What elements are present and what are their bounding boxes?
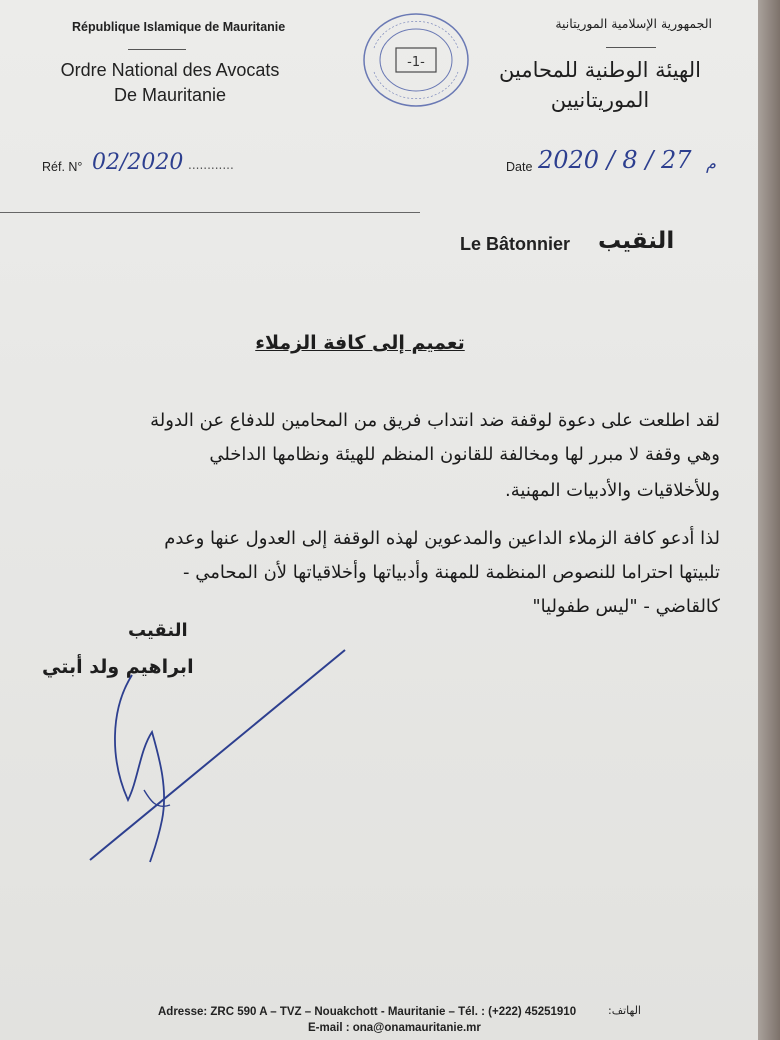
reference-dots: ............ [188, 158, 234, 172]
signature-title: النقيب [128, 620, 188, 641]
body-line: وللأخلاقيات والأدبيات المهنية. [505, 480, 720, 501]
handwritten-signature [80, 640, 360, 870]
body-line: وهي وقفة لا مبرر لها ومخالفة للقانون المنظم للهيئة ونظامها الداخلي [209, 444, 720, 465]
reference-number: 02/2020 [92, 150, 184, 175]
batonnier-ar: النقيب [598, 228, 675, 254]
reference-label: Réf. N° [42, 160, 83, 174]
header-divider-right [606, 47, 656, 48]
republic-ar: الجمهورية الإسلامية الموريتانية [555, 16, 712, 31]
order-fr-line1: Ordre National des Avocats [60, 60, 280, 80]
footer-phone-ar: الهاتف: [608, 1004, 641, 1017]
republic-fr: République Islamique de Mauritanie [72, 20, 286, 34]
body-line: لقد اطلعت على دعوة لوقفة ضد انتداب فريق من المحامين للدفاع عن الدولة [150, 410, 720, 431]
date-suffix: م [706, 154, 716, 173]
order-ar-line1: الهيئة الوطنية للمحامين [499, 58, 701, 82]
page-edge-shadow [758, 0, 780, 1040]
date-value: 2020 / 8 / 27 [538, 146, 692, 174]
svg-text:-1-: -1- [407, 55, 425, 70]
header-rule [0, 212, 420, 213]
order-fr-line2: De Mauritanie [113, 85, 227, 105]
bar-seal-logo [360, 10, 472, 110]
body-line: تلبيتها احتراما للنصوص المنظمة للمهنة وأدبياتها وأخلاقياتها لأن المحامي - [183, 562, 720, 583]
signature-name: ابراهيم ولد أبتي [42, 656, 194, 678]
memo-subject: تعميم إلى كافة الزملاء [255, 332, 465, 354]
batonnier-fr: Le Bâtonnier [460, 234, 571, 254]
footer-address: Adresse: ZRC 590 A – TVZ – Nouakchott - Mauritanie – Tél. : (+222) 45251910 [158, 1006, 577, 1018]
body-line: لذا أدعو كافة الزملاء الداعين والمدعوين لهذه الوقفة إلى العدول عنها وعدم [164, 528, 720, 549]
header-divider-left [128, 49, 186, 50]
body-line: كالقاضي - "ليس طفوليا" [532, 596, 720, 617]
footer-email: E-mail : ona@onamauritanie.mr [308, 1022, 481, 1034]
date-label: Date [506, 160, 533, 174]
order-ar-line2: الموريتانيين [550, 88, 650, 112]
